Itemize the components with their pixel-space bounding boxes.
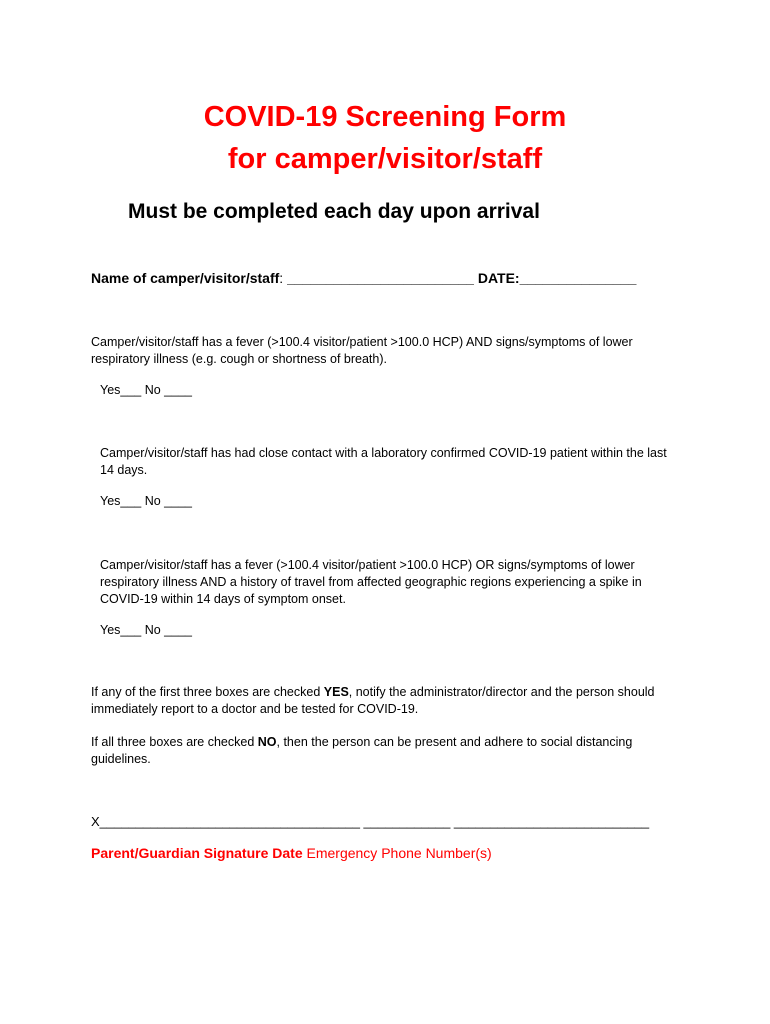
name-date-row — [91, 270, 636, 286]
question-3-answer[interactable]: Yes___ No ____ — [100, 623, 192, 637]
question-2-text: Camper/visitor/staff has had close contact with a laboratory confirmed COVID-19 patient within the last 14 days. — [100, 446, 667, 477]
no-instruction-after: , then the person can be present and adhere to social distancing guidelines. — [91, 735, 633, 766]
question-2-answer[interactable]: Yes___ No ____ — [100, 494, 192, 508]
no-keyword: NO — [257, 735, 277, 749]
no-instruction — [91, 734, 691, 768]
emergency-phone-label: Emergency Phone Number(s) — [302, 845, 492, 861]
question-1-answer[interactable]: Yes___ No ____ — [100, 383, 192, 397]
yes-instruction-before: If any of the first three boxes are checked — [91, 685, 324, 699]
name-colon: : — [279, 270, 284, 286]
question-1-text: Camper/visitor/staff has a fever (>100.4 visitor/patient >100.0 HCP) AND signs/symptoms of lower respiratory illness (e.g. cough or shortness of breath). — [91, 335, 633, 366]
name-blank[interactable]: ________________________ — [283, 270, 478, 286]
no-instruction-before: If all three boxes are checked — [91, 735, 258, 749]
form-title-line-1: COVID-19 Screening Form — [203, 101, 567, 133]
yes-instruction-after: , notify the administrator/director and the person should immediately report to a doctor and be tested for COVID-19. — [91, 685, 655, 716]
signature-labels — [91, 845, 492, 861]
signature-date-label: Parent/Guardian Signature Date — [91, 845, 303, 861]
yes-instruction — [91, 684, 691, 718]
signature-line[interactable]: X____________________________________ ____________ ___________________________ — [91, 814, 650, 829]
form-subtitle: Must be completed each day upon arrival — [128, 200, 540, 223]
yes-keyword: YES — [323, 685, 349, 699]
question-3-text: Camper/visitor/staff has a fever (>100.4 visitor/patient >100.0 HCP) OR signs/symptoms of lower respiratory illness AND a history of travel from affected geographic regions experiencing a spike in COVID-19 within 14 days of symptom onset. — [100, 558, 642, 606]
date-blank[interactable]: _______________ — [519, 270, 637, 286]
name-label: Name of camper/visitor/staff — [91, 270, 280, 286]
form-title-line-2: for camper/visitor/staff — [227, 143, 543, 175]
date-label: DATE: — [477, 270, 520, 286]
